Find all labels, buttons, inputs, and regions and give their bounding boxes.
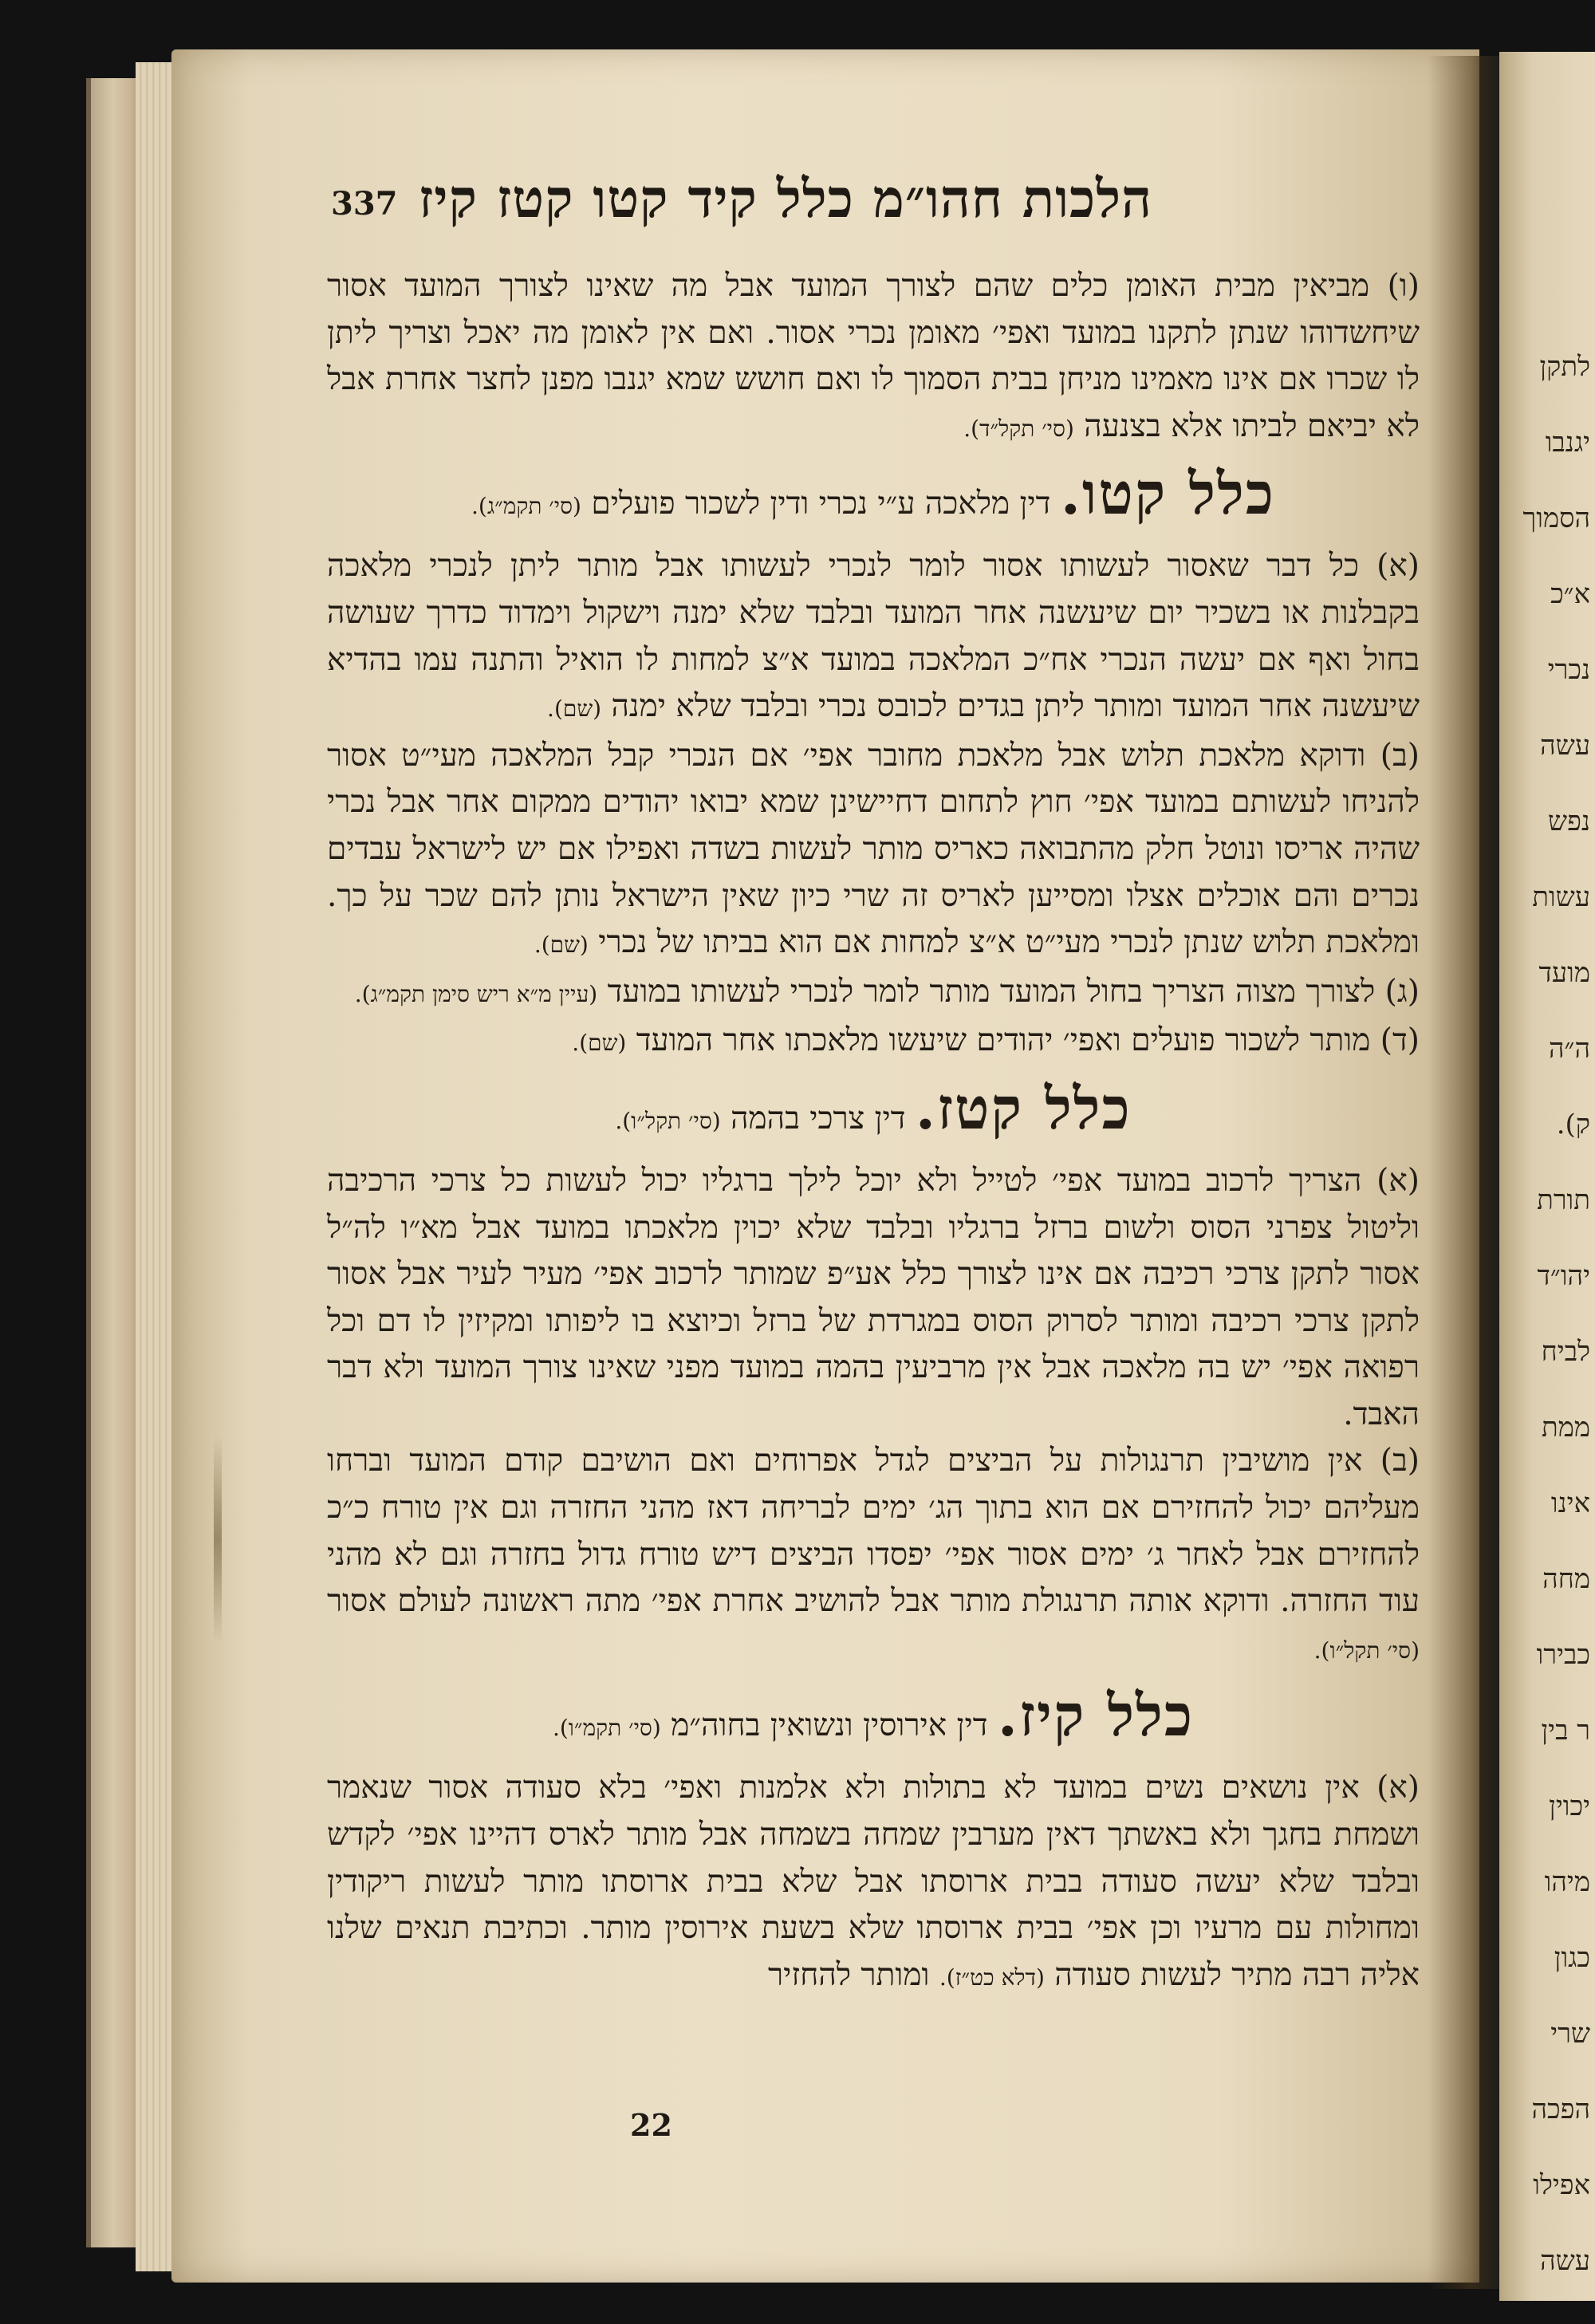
facing-page-fragment: א״כ xyxy=(1550,578,1590,610)
facing-page-edge xyxy=(1499,52,1595,2301)
facing-page-fragment: נפש xyxy=(1548,806,1590,837)
paragraph-bet: (ב) אין מושיבין תרנגולות על הביצים לגדל אפרוחים ואם הושיבם קודם המועד וברחו מעליהם יכול להחזירם אם הוא בתוך הג׳ ימים לבריחה דאז מהני החזרה וגם אין טורח כ״כ להחזירם אבל לאחר ג׳ ימים אסור אפי׳ יפסדו הביצים דיש טורח גדול בחזרה וגם לא מהני עוד החזרה. ודוקא אותה תרנגולת מותר אבל להושיב אחרת אפי׳ מתה ראשונה לעולם אסור (סי׳ תקל״ו). xyxy=(327,1443,1420,1664)
paragraph-alef: (א) אין נושאים נשים במועד לא בתולות ולא אלמנות ואפי׳ בלא סעודה אסור שנאמר ושמחת בחגך ולא באשתך דאין מערבין שמחה בשמחה אבל מותר לארס דהיינו אפי׳ לקדש ובלבד שלא יעשה סעודה בבית ארוסתו אבל שלא בבית ארוסתו מותר לעשות ריקודין ומחולות עם מרעיו וכן אפי׳ בבית ארוסתו שלא בשעת אירוסין מותר. וכתיבת תנאים שלנו אליה רבה מתיר לעשות סעודה (דלא כט״ז). ומותר להחזיר xyxy=(327,1770,1420,1993)
facing-page-fragment: ה״ה xyxy=(1548,1033,1590,1065)
source-reference: (סי׳ תקל״ו). xyxy=(615,1107,721,1134)
source-reference: (עיין מ״א ריש סימן תקמ״ג). xyxy=(354,980,598,1007)
section-heading-115 xyxy=(327,459,1420,532)
facing-page-fragment: כבירו xyxy=(1536,1639,1590,1671)
facing-page-fragment: מיהו xyxy=(1544,1866,1590,1898)
facing-page-fragment: אינו xyxy=(1550,1487,1590,1519)
paragraph-gimel: (ג) לצורך מצוה הצריך בחול המועד מותר לומר לנכרי לעשותו במועד (עיין מ״א ריש סימן תקמ״ג). xyxy=(354,973,1420,1010)
facing-page-fragment: עשה xyxy=(1540,730,1590,762)
paragraph-alef: (א) כל דבר שאסור לעשותו אסור לומר לנכרי לעשותו אבל מותר ליתן לנכרי מלאכה בקבלנות או בשכיר יום שיעשנה אחר המועד ובלבד שלא ימנה וישקול וימדוד כדרך שעושה בחול ואף אם יעשה הנכרי אח״כ המלאכה במועד א״צ למחות לו הואיל והתנה עמו בהדיא שיעשנה אחר המועד ומותר ליתן בגדים לכובס נכרי ובלבד שלא ימנה (שם). xyxy=(327,548,1420,725)
facing-page-fragment: מועד xyxy=(1538,957,1590,989)
facing-page-fragment: יגנבו xyxy=(1545,427,1590,459)
signature-mark: 22 xyxy=(630,2107,672,2143)
source-reference: (סי׳ תקמ״ו). xyxy=(552,1715,661,1742)
source-reference: (סי׳ תקמ״ג). xyxy=(471,493,581,520)
section-subtitle: דין אירוסין ונשואין בחוה״מ xyxy=(671,1708,988,1744)
section-title: כלל קטז. xyxy=(915,1073,1132,1142)
facing-page-fragment: לביח xyxy=(1541,1336,1590,1368)
source-reference: (שם). xyxy=(547,695,602,723)
source-reference: (דלא כט״ז). xyxy=(939,1964,1045,1991)
section-title: כלל קטו. xyxy=(1060,459,1275,528)
facing-page-fragment: ר בין xyxy=(1541,1715,1590,1747)
facing-page-fragment: ממת xyxy=(1541,1412,1590,1444)
section-heading-116 xyxy=(327,1073,1420,1147)
facing-page-fragment: אפילו xyxy=(1533,2169,1590,2201)
page-number: 337 xyxy=(331,185,398,223)
book-gutter xyxy=(1428,56,1507,2289)
facing-page-fragment: יהו״ד xyxy=(1537,1260,1590,1292)
running-head: הלכות חהו״מ כלל קיד קטו קטז קיז xyxy=(418,167,1153,230)
facing-page-fragment: הפכה xyxy=(1531,2094,1590,2125)
source-reference: (סי׳ תקל״ד). xyxy=(963,415,1074,442)
facing-page-fragment: מחה xyxy=(1542,1563,1590,1595)
facing-page-fragment: שרי xyxy=(1550,2018,1590,2050)
facing-page-fragment: לתקן xyxy=(1539,351,1590,383)
page-shadow xyxy=(214,1436,222,1643)
source-reference: (סי׳ תקל״ו). xyxy=(1313,1637,1420,1664)
facing-page-fragment: כגון xyxy=(1554,1942,1590,1974)
facing-page-fragment: הסמוך xyxy=(1522,502,1590,534)
source-reference: (שם). xyxy=(534,932,589,959)
section-title: כלל קיז. xyxy=(997,1681,1195,1750)
paragraph-vav: (ו) מביאין מבית האומן כלים שהם לצורך המועד אבל מה שאינו לצורך המועד אסור שיחשדוהו שנתן לתקנו במועד ואפי׳ מאומן נכרי אסור. ואם אין לאומן מה יאכל וצריך ליתן לו שכרו אם אינו מאמינו מניחן בבית הסמוך לו ואם חושש שמא יגנבו מפנן לחצר אחרת אבל לא יביאם לביתו אלא בצנעה (סי׳ תקל״ד). xyxy=(327,268,1420,444)
source-reference: (שם). xyxy=(572,1030,627,1057)
facing-page-fragment: נכרי xyxy=(1547,654,1590,686)
facing-page-fragment: תורת xyxy=(1537,1184,1590,1216)
section-subtitle: דין צרכי בהמה xyxy=(731,1100,906,1136)
section-heading-117 xyxy=(327,1681,1420,1754)
paragraph-alef: (א) הצריך לרכוב במועד אפי׳ לטייל ולא יוכל לילך ברגליו יכול לעשות כל צרכי הרכיבה וליטול צפרני הסוס ולשום ברזל ברגליו ובלבד שלא יכוין מלאכתו במועד אבל מא״ו לה״ל אסור לתקן צרכי רכיבה אם אינו לצורך כלל אע״פ שמותר לרכוב אפי׳ מעיר לעיר אבל אסור לתקן צרכי רכיבה ומותר לסרוק הסוס במגרדת של ברזל וכיוצא בו ליפותו ומקיזין לו דם וכל רפואה אפי׳ יש בה מלאכה אבל אין מרביעין בהמה במועד מפני שאינו צורך המועד ולא דבר האבד. xyxy=(327,1162,1420,1432)
section-subtitle: דין מלאכה ע״י נכרי ודין לשכור פועלים xyxy=(591,486,1051,522)
facing-page-fragment: עשה xyxy=(1540,2245,1590,2277)
facing-page-fragment: יכוין xyxy=(1549,1790,1590,1822)
paragraph-dalet: (ד) מותר לשכור פועלים ואפי׳ יהודים שיעשו מלאכתו אחר המועד (שם). xyxy=(572,1022,1420,1059)
paragraph-bet: (ב) ודוקא מלאכת תלוש אבל מלאכת מחובר אפי׳ אם הנכרי קבל המלאכה מעי״ט אסור להניחו לעשותם במועד אפי׳ חוץ לתחום דחיישינן שמא יבואו יהודים ממקום אחר אבל נכרי שהיה אריסו ונוטל חלק מהתבואה כאריס מותר לעשות בשדה ואפילו אם יש לישראל עבדים נכרים והם אוכלים אצלו ומסייען לאריס זה שרי כיון שאין הישראל נותן להם שכר על כך. ומלאכת תלוש שנתן לנכרי מעי״ט א״צ למחות אם הוא בביתו של נכרי (שם). xyxy=(327,737,1420,961)
page-text xyxy=(327,263,1420,2001)
facing-page-fragment: עשות xyxy=(1532,881,1590,913)
facing-page-fragment: ק). xyxy=(1556,1109,1590,1140)
